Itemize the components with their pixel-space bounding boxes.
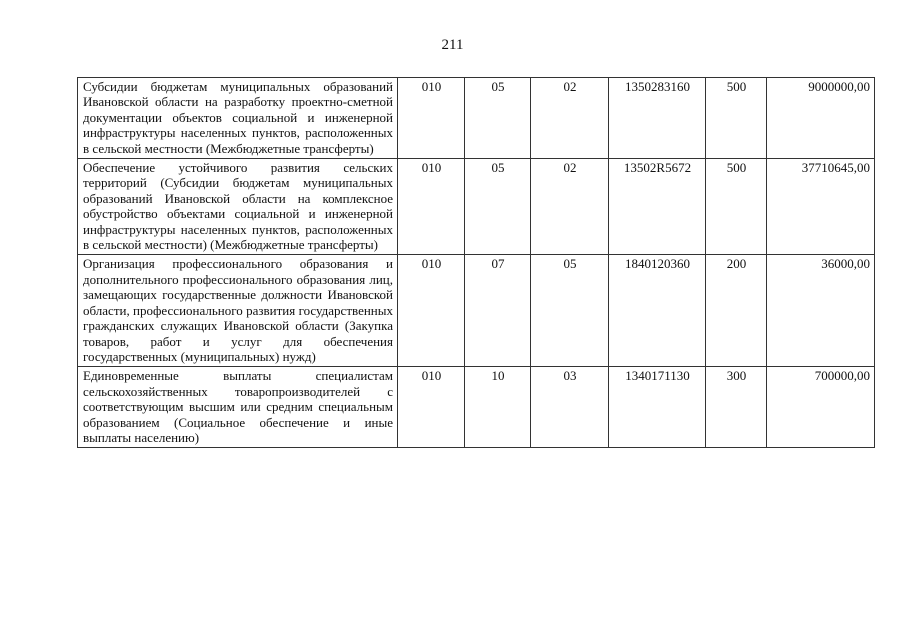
row-ministry-code: 010 xyxy=(398,367,465,448)
row-ministry-code: 010 xyxy=(398,159,465,255)
row-subsection: 02 xyxy=(531,78,609,159)
budget-table xyxy=(77,77,875,448)
row-ministry-code: 010 xyxy=(398,78,465,159)
table-row xyxy=(78,78,875,159)
row-subsection: 03 xyxy=(531,367,609,448)
row-amount: 700000,00 xyxy=(767,367,875,448)
row-target-article: 1840120360 xyxy=(609,255,706,367)
row-ministry-code: 010 xyxy=(398,255,465,367)
row-expense-type: 200 xyxy=(706,255,767,367)
row-description: Субсидии бюджетам муниципальных образований Ивановской области на разработку проектно-сметной документации объектов социальной и инженерной инфраструктуры населенных пунктов, расположенных в сельской местности (Межбюджетные трансферты) xyxy=(78,78,398,159)
row-section: 05 xyxy=(465,78,531,159)
row-expense-type: 500 xyxy=(706,159,767,255)
row-section: 05 xyxy=(465,159,531,255)
table-row xyxy=(78,159,875,255)
row-amount: 37710645,00 xyxy=(767,159,875,255)
row-target-article: 13502R5672 xyxy=(609,159,706,255)
page-number: 211 xyxy=(441,37,464,53)
row-target-article: 1350283160 xyxy=(609,78,706,159)
row-subsection: 05 xyxy=(531,255,609,367)
row-description: Обеспечение устойчивого развития сельских территорий (Субсидии бюджетам муниципальных образований Ивановской области на комплексное обустройство объектами социальной и инженерной инфраструктуры населенных пунктов, расположенных в сельской местности) (Межбюджетные трансферты) xyxy=(78,159,398,255)
table-row xyxy=(78,367,875,448)
row-description: Организация профессионального образования и дополнительного профессионального образования лиц, замещающих государственные должности Ивановской области, профессионального развития государственных гражданских служащих Ивановской области (Закупка товаров, работ и услуг для обеспечения государственных (муниципальных) нужд) xyxy=(78,255,398,367)
row-expense-type: 500 xyxy=(706,78,767,159)
row-section: 10 xyxy=(465,367,531,448)
row-amount: 36000,00 xyxy=(767,255,875,367)
row-expense-type: 300 xyxy=(706,367,767,448)
row-subsection: 02 xyxy=(531,159,609,255)
row-description: Единовременные выплаты специалистам сельскохозяйственных товаропроизводителей с соответствующим высшим или средним специальным образованием (Социальное обеспечение и иные выплаты населению) xyxy=(78,367,398,448)
row-amount: 9000000,00 xyxy=(767,78,875,159)
table-row xyxy=(78,255,875,367)
row-target-article: 1340171130 xyxy=(609,367,706,448)
row-section: 07 xyxy=(465,255,531,367)
